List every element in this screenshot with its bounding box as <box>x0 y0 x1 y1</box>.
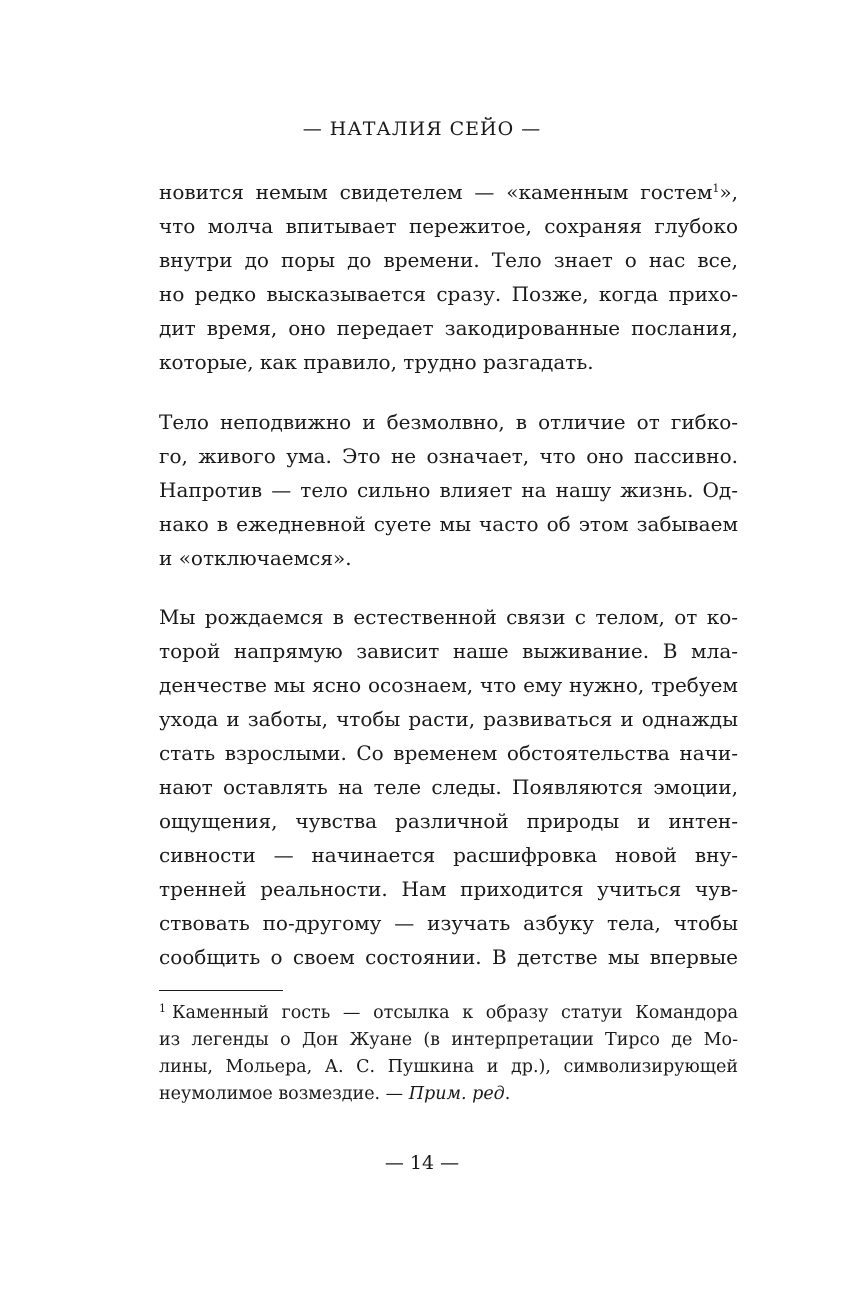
text-line: ухода и заботы, чтобы расти, развиваться и однажды <box>159 707 738 731</box>
page-number: — 14 — <box>384 1152 460 1174</box>
text-line: но редко высказывается сразу. Позже, когда прихо- <box>159 282 738 306</box>
text-line: Мы рождаемся в естественной связи с телом, от ко- <box>159 605 738 629</box>
text-line: внутри до поры до времени. Тело знает о нас все, <box>159 248 738 272</box>
text-line <box>159 175 738 209</box>
text-line: ствовать по-другому — изучать азбуку тела, чтобы <box>159 911 738 935</box>
text-line: сивности — начинается расшифровка новой вну- <box>159 843 738 867</box>
editor-note: Прим. ред. <box>408 1084 511 1104</box>
text-line: Напротив — тело сильно влияет на нашу жизнь. Од- <box>159 478 738 502</box>
footnote-mark: 1 <box>159 1002 166 1015</box>
footnote-text: Каменный гость — отсылка к образу статуи Командора <box>172 1003 738 1023</box>
footnote-text: неумолимое возмездие. — <box>159 1084 409 1104</box>
text-line: и «отключаемся». <box>159 546 352 570</box>
text-line: нают оставлять на теле следы. Появляются эмоции, <box>159 775 738 799</box>
text-fragment: новится немым свидетелем — «каменным гостем <box>159 180 713 204</box>
text-line: нако в ежедневной суете мы часто об этом забываем <box>159 512 738 536</box>
text-line: тренней реальности. Нам приходится учиться чув- <box>159 877 738 901</box>
footnote-line <box>159 1000 738 1027</box>
text-fragment: », <box>719 180 738 204</box>
footnote-line: лины, Мольера, А. С. Пушкина и др.), символизирующей <box>159 1057 738 1077</box>
text-line: го, живого ума. Это не означает, что оно пассивно. <box>159 444 738 468</box>
paragraph-2 <box>159 405 738 575</box>
footnote-line: из легенды о Дон Жуане (в интерпретации Тирсо де Мо- <box>159 1030 738 1050</box>
text-line: сообщить о своем состоянии. В детстве мы впервые <box>159 945 738 969</box>
text-line: денчестве мы ясно осознаем, что ему нужно, требуем <box>159 673 738 697</box>
text-line: ощущения, чувства различной природы и интен- <box>159 809 738 833</box>
footnote <box>159 1000 738 1108</box>
paragraph-3 <box>159 600 738 974</box>
text-line: дит время, оно передает закодированные послания, <box>159 316 738 340</box>
running-header: — НАТАЛИЯ СЕЙО — <box>302 118 542 140</box>
text-line: стать взрослыми. Со временем обстоятельства начи- <box>159 741 738 765</box>
footnote-divider <box>159 990 283 991</box>
text-line: которые, как правило, трудно разгадать. <box>159 350 594 374</box>
footnote-reference[interactable]: 1 <box>712 182 720 195</box>
text-line: что молча впитывает пережитое, сохраняя глубоко <box>159 214 738 238</box>
text-line: торой напрямую зависит наше выживание. В мла- <box>159 639 738 663</box>
paragraph-1 <box>159 175 738 379</box>
footnote-line <box>159 1081 738 1108</box>
text-line: Тело неподвижно и безмолвно, в отличие от гибко- <box>159 410 738 434</box>
